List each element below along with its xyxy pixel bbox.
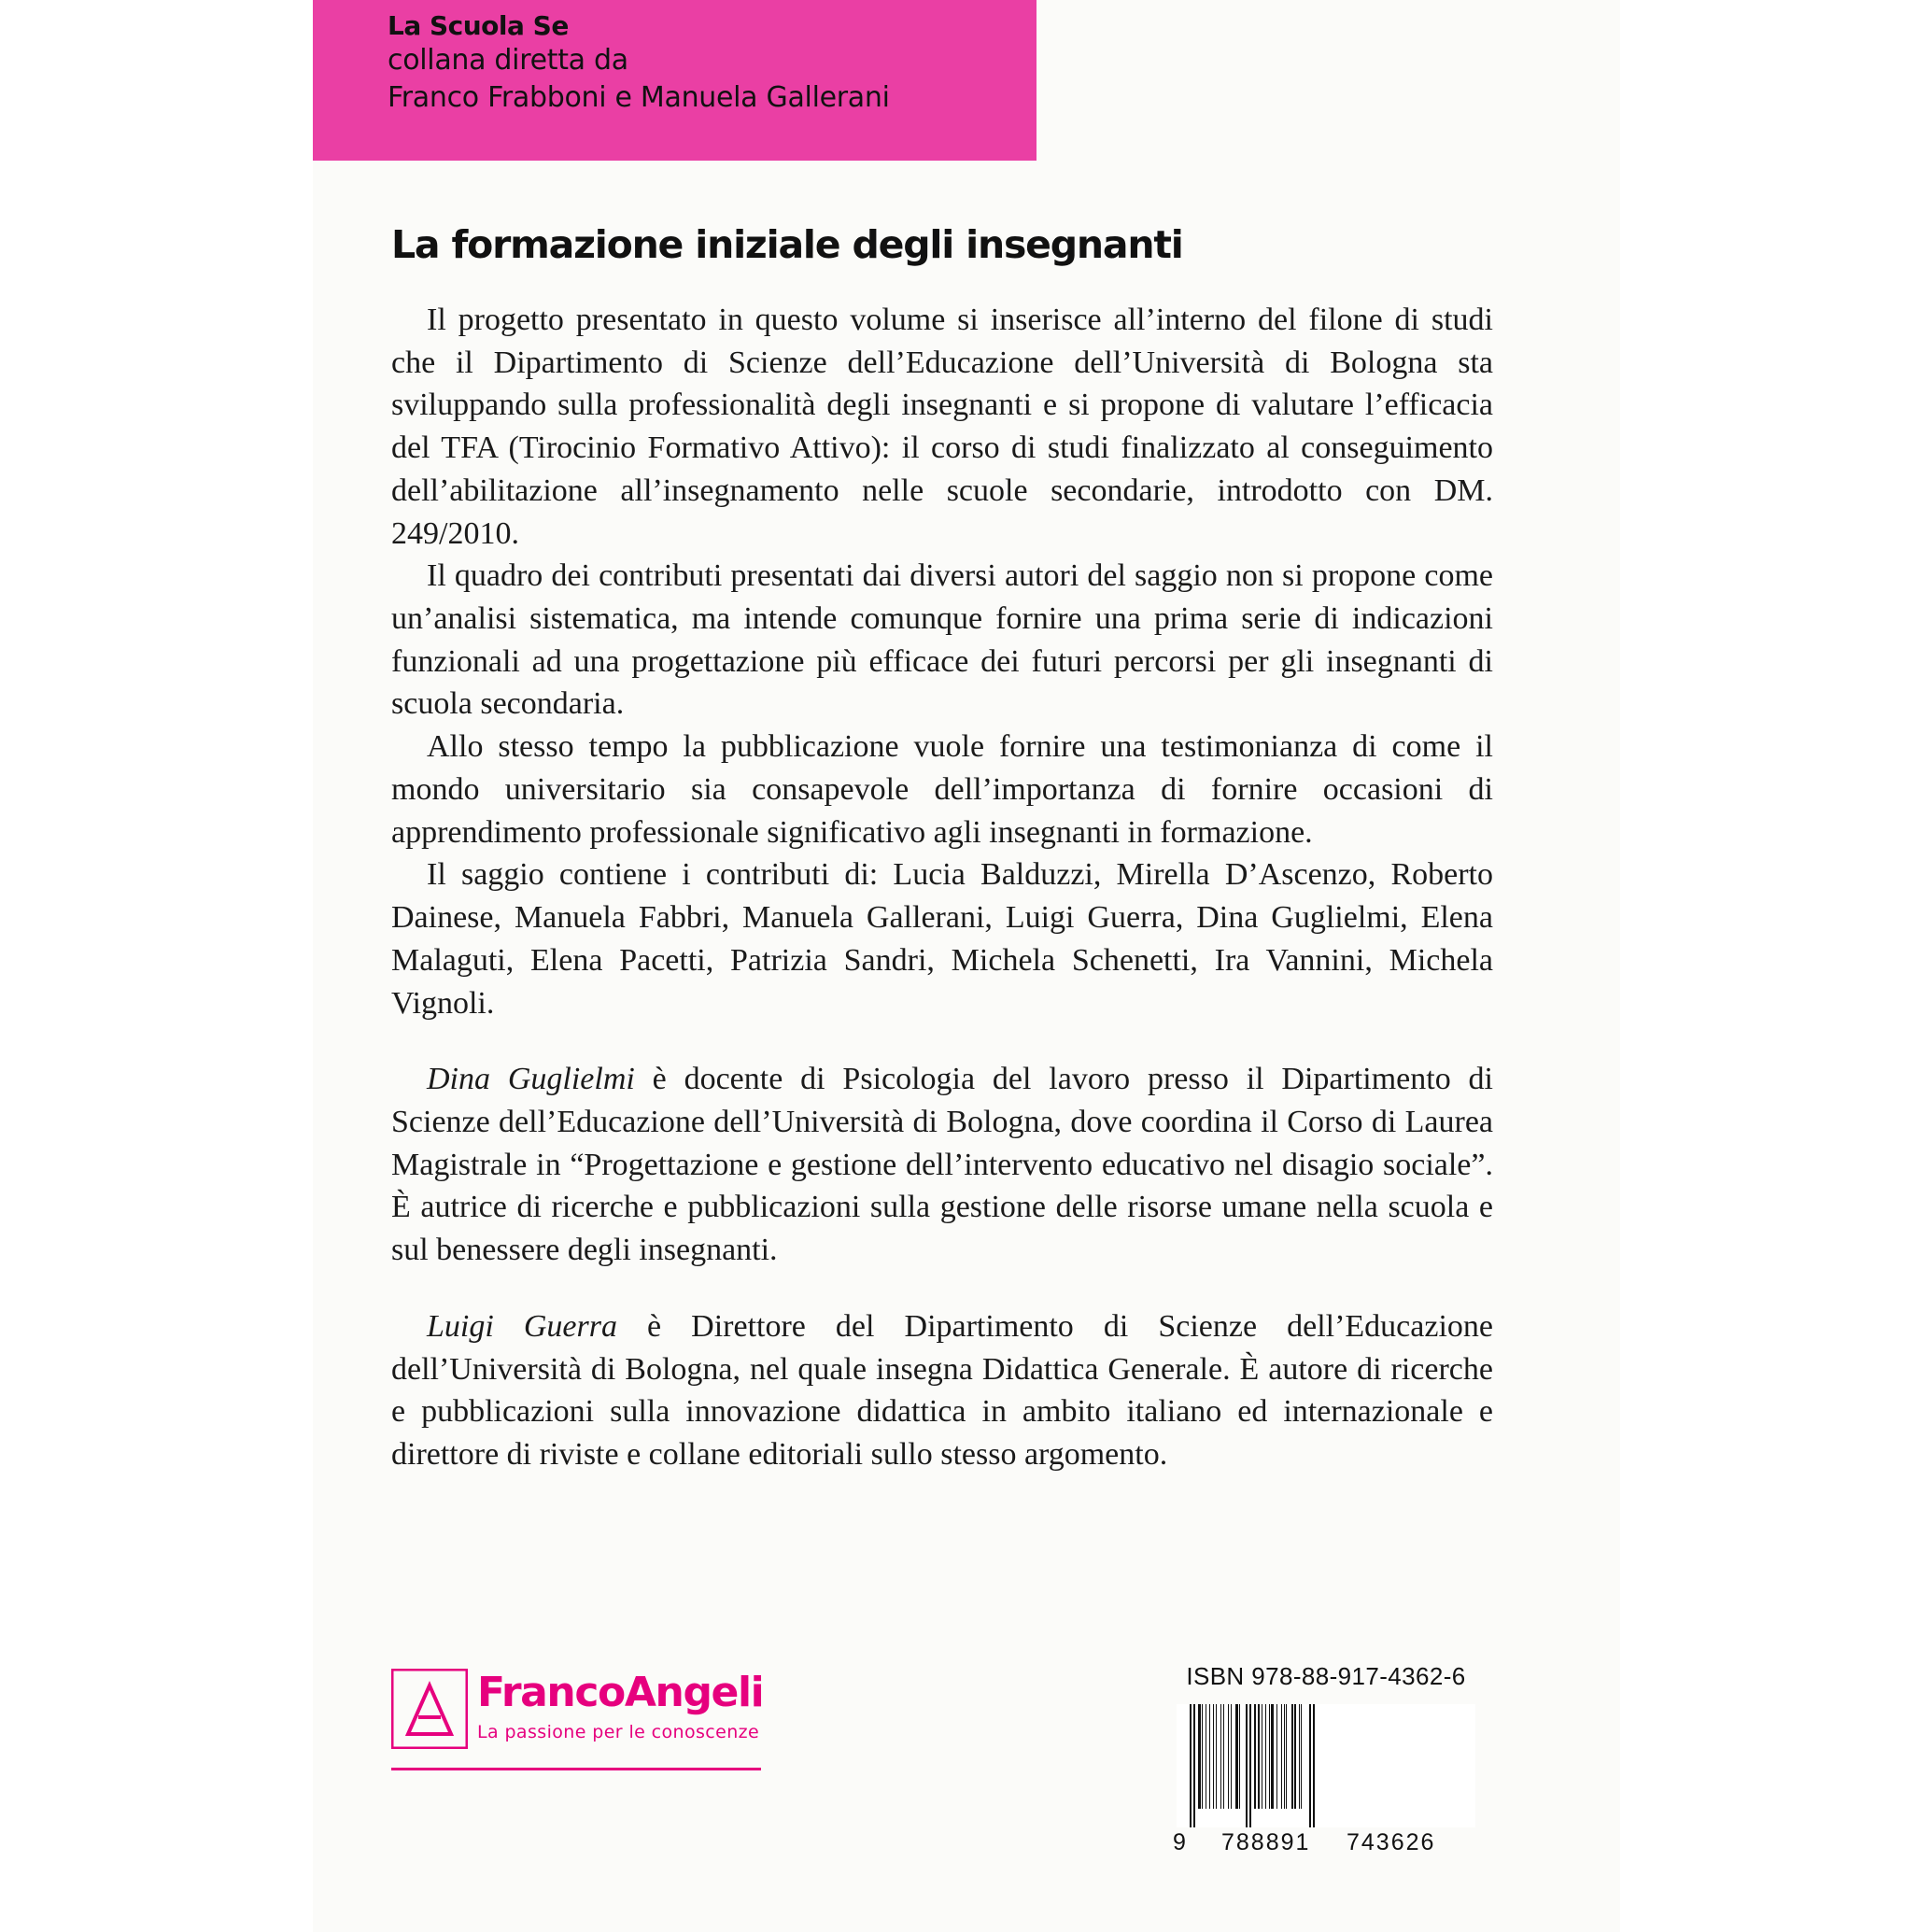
isbn-barcode	[1177, 1704, 1475, 1827]
publisher-logo	[391, 1667, 783, 1788]
series-name: La Scuola Se	[388, 10, 569, 41]
series-directors: Franco Frabboni e Manuela Gallerani	[388, 80, 890, 114]
series-directed-by-label: collana diretta da	[388, 44, 628, 77]
barcode-digits	[1173, 1829, 1475, 1857]
blurb-paragraph: Il progetto presentato in questo volume si inserisce all’interno del filone di studi che il Dipartimento di Scienze dell’Educazione dell’Università di Bologna sta sviluppando sulla professionalità degli insegnanti e si propone di valutare l’efficacia del TFA (Tirocinio Formativo Attivo): il corso di studi finalizzato al conseguimento dell’abilitazione all’insegnamento nelle scuole secondarie, introdotto con DM. 249/2010.	[391, 303, 1493, 551]
bio-paragraph	[391, 1305, 1493, 1476]
bio-author-name: Dina Guglielmi	[427, 1062, 635, 1097]
book-back-cover	[313, 0, 1620, 1932]
bio-paragraph	[391, 1058, 1493, 1272]
bio-author-text: è docente di Psicologia del lavoro presso il Dipartimento di Scienze dell’Educazione dell’Università di Bologna, dove coordina il Corso di Laurea Magistrale in “Progettazione e gestione dell’intervento educativo nel disagio sociale”. È autrice di ricerche e pubblicazioni sulla gestione delle risorse umane nella scuola e sul benessere degli insegnanti.	[391, 1062, 1493, 1268]
barcode-digits-mid: 788891	[1221, 1829, 1311, 1855]
publisher-tagline: La passione per le conoscenze	[477, 1722, 760, 1742]
barcode-digit-left: 9	[1173, 1829, 1188, 1855]
blurb-paragraph: Il quadro dei contributi presentati dai diversi autori del saggio non si propone come un’analisi sistematica, ma intende comunque fornire una prima serie di indicazioni funzionali ad una progettazione più efficace dei futuri percorsi per gli insegnanti di scuola secondaria.	[391, 558, 1493, 722]
blurb-paragraph: Il saggio contiene i contributi di: Lucia Balduzzi, Mirella D’Ascenzo, Roberto Dainese, Manuela Fabbri, Manuela Gallerani, Luigi Guerra, Dina Guglielmi, Elena Malaguti, Elena Pacetti, Patrizia Sandri, Michela Schenetti, Ira Vannini, Michela Vignoli.	[391, 857, 1493, 1021]
bio-author-text: è Direttore del Dipartimento di Scienze dell’Educazione dell’Università di Bologna, nel quale insegna Didattica Generale. È autore di ricerche e pubblicazioni sulla innovazione didattica in ambito italiano ed internazionale e direttore di riviste e collane editoriali sullo stesso argomento.	[391, 1308, 1493, 1472]
publisher-text	[477, 1669, 764, 1742]
bio-author-name: Luigi Guerra	[427, 1308, 617, 1344]
book-title: La formazione iniziale degli insegnanti	[391, 222, 1183, 267]
blurb-paragraph: Allo stesso tempo la pubblicazione vuole fornire una testimonianza di come il mondo universitario sia consapevole dell’importanza di fornire occasioni di apprendimento professionale significativo agli insegnanti in formazione.	[391, 729, 1493, 850]
isbn-label: ISBN 978-88-917-4362-6	[1186, 1662, 1466, 1690]
barcode-bars	[1177, 1704, 1475, 1827]
isbn-block	[1130, 1662, 1522, 1857]
author-bio	[391, 1058, 1493, 1272]
series-band	[313, 0, 1037, 161]
author-bio	[391, 1305, 1493, 1476]
barcode-digits-right: 743626	[1347, 1829, 1436, 1855]
book-blurb	[391, 299, 1493, 1024]
publisher-rule	[391, 1768, 761, 1770]
publisher-name: FrancoAngeli	[477, 1669, 764, 1716]
cover-content	[391, 222, 1493, 1476]
francoangeli-mark-icon	[391, 1669, 468, 1749]
